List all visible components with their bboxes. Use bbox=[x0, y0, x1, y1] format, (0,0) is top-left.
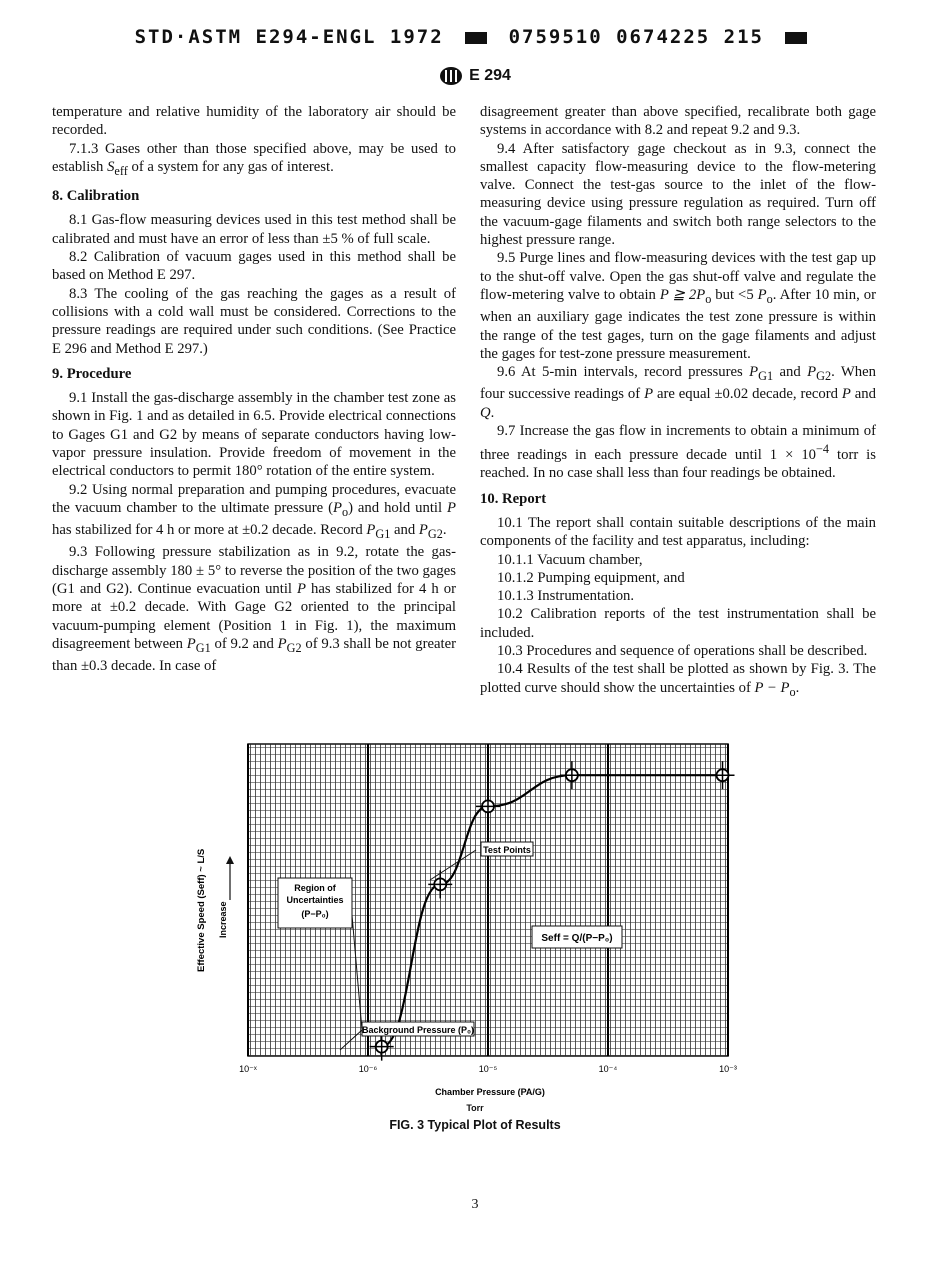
x-tick-label: 10⁻³ bbox=[719, 1064, 737, 1074]
x-axis-label: Chamber Pressure (PA/G) bbox=[435, 1087, 545, 1097]
black-block-right bbox=[785, 32, 807, 44]
black-block-left bbox=[465, 32, 487, 44]
paragraph-10-4: 10.4 Results of the test shall be plotted as shown by Fig. 3. The plotted curve should show the uncertainties of $P - P_o$. bbox=[480, 661, 876, 699]
region-label-2: Uncertainties bbox=[286, 895, 344, 905]
x-tick-label: 10⁻⁶ bbox=[358, 1064, 378, 1074]
page-number: 3 bbox=[471, 1197, 479, 1212]
seff-formula-label: Seff = Q/(P−P₀) bbox=[541, 933, 613, 944]
paragraph-7-1-3: 7.1.3 Gases other than those specified above, may be used to establish $S_{eff}$ of a system for any gas of interest. bbox=[52, 140, 456, 178]
paragraph-10-1: 10.1 The report shall contain suitable descriptions of the main components of the facility and test apparatus, including: bbox=[480, 515, 876, 550]
test-points-label: Test Points bbox=[483, 845, 531, 855]
paragraph-8-2: 8.2 Calibration of vacuum gages used in this method shall be based on Method E 297. bbox=[52, 249, 456, 284]
paragraph-8-3: 8.3 The cooling of the gas reaching the gages as a result of collisions with a cold wall must be considered. Corrections to the pressure readings are required under such conditions. (See Practice E 296 and Method E 297.) bbox=[52, 285, 456, 357]
paragraph: temperature and relative humidity of the laboratory air should be recorded. bbox=[52, 104, 456, 139]
paragraph-9-3: 9.3 Following pressure stabilization as in 9.2, rotate the gas-discharge assembly 180 ± 5° to reverse the position of the two gages (G1 and G2). Continue evacuation until P has stabilized for 4 h or more at ±0.2 decade. With Gage G2 oriented to the principal vacuum-pumping element (Position 1 in Fig. 1), the maximum disagreement between $P_{G1}$ of 9.2 and $P_{G2}$ of 9.3 shall be not greater than ±0.3 decade. In case of bbox=[52, 544, 456, 675]
section-heading-report: 10. Report bbox=[480, 490, 547, 507]
x-axis-unit: Torr bbox=[466, 1103, 484, 1113]
paragraph-9-2: 9.2 Using normal preparation and pumping procedures, evacuate the vacuum chamber to the ultimate pressure $(P_o)$ and hold until P has stabilized for 4 h or more at ±0.2 decade. Record $P_{G1}$ and $P_{G2}$. bbox=[52, 481, 456, 542]
designation bbox=[0, 66, 950, 86]
figure-caption: FIG. 3 Typical Plot of Results bbox=[389, 1118, 561, 1132]
left-column bbox=[52, 103, 456, 675]
paragraph-9-4: 9.4 After satisfactory gage checkout as in 9.3, connect the smallest capacity flow-measuring device to the flow-metering valve. Connect the test-gas source to the inlet of the flow-measuring device using pressure regulation as required. Turn off the vacuum-gage filaments and switch both range selectors to the highest pressure range. bbox=[480, 140, 876, 249]
standard-header-line bbox=[0, 26, 950, 48]
std-prefix: STD·ASTM E294-ENGL 1972 bbox=[134, 26, 444, 48]
paragraph-10-3: 10.3 Procedures and sequence of operations shall be described. bbox=[497, 643, 868, 660]
astm-logo-icon bbox=[439, 66, 463, 86]
paragraph-10-2: 10.2 Calibration reports of the test instrumentation shall be included. bbox=[480, 606, 876, 641]
region-label-1: Region of bbox=[294, 883, 336, 893]
x-tick-label: 10⁻ˣ bbox=[239, 1064, 257, 1074]
right-column bbox=[480, 103, 876, 701]
region-label-3: (P−P₀) bbox=[301, 909, 329, 919]
std-suffix: 0759510 0674225 215 bbox=[508, 26, 764, 48]
paragraph-10-1-2: 10.1.2 Pumping equipment, and bbox=[497, 569, 685, 586]
paragraph-9-7: 9.7 Increase the gas flow in increments to obtain a minimum of three readings in each pressure decade until $1 \times 10^{-4}$ torr is reached. In no case shall less than four readings be obtained. bbox=[480, 422, 876, 482]
increase-label: Increase bbox=[218, 901, 228, 938]
y-axis-label: Effective Speed (Seff) ~ L/S bbox=[196, 848, 207, 972]
designation-number: E 294 bbox=[469, 67, 511, 85]
x-tick-label: 10⁻⁵ bbox=[478, 1064, 498, 1074]
paragraph-8-1: 8.1 Gas-flow measuring devices used in this test method shall be calibrated and must have an error of less than ±5 % of full scale. bbox=[52, 212, 456, 247]
x-tick-label: 10⁻⁴ bbox=[598, 1064, 618, 1074]
section-heading-procedure: 9. Procedure bbox=[52, 365, 132, 382]
paragraph: disagreement greater than above specified, recalibrate both gage systems in accordance with 8.2 and repeat 9.2 and 9.3. bbox=[480, 104, 876, 139]
increase-arrow-head bbox=[226, 856, 234, 864]
section-heading-calibration: 8. Calibration bbox=[52, 188, 140, 205]
paragraph-9-6: 9.6 At 5-min intervals, record pressures $P_{G1}$ and $P_{G2}$. When four successive readings of P are equal ±0.02 decade, record P and Q. bbox=[480, 364, 876, 421]
paragraph-9-1: 9.1 Install the gas-discharge assembly in the chamber test zone as shown in Fig. 1 and as detailed in 6.5. Provide electrical connections to Gages G1 and G2 by means of separate conductors having low-vapor pressure insulation. Provide freedom of movement in the electrical conductors to permit 180° rotation of the entire system. bbox=[52, 390, 456, 480]
background-pressure-label: Background Pressure (P₀) bbox=[361, 1025, 475, 1035]
figure-3-chart bbox=[190, 740, 750, 1097]
paragraph-10-1-1: 10.1.1 Vacuum chamber, bbox=[497, 551, 643, 568]
paragraph-9-5: 9.5 Purge lines and flow-measuring devices with the test gap up to the shut-off valve. Open the gas shut-off valve and regulate the flow-metering valve to obtain P ≧ $2P_o$ but <5 $P_o$. After 10 min, or when an auxiliary gage indicates the test zone pressure is within the range of the test gages, turn on the gage filaments and adjust the gages for test-zone pressure measurement. bbox=[480, 250, 876, 362]
paragraph-10-1-3: 10.1.3 Instrumentation. bbox=[497, 588, 635, 605]
